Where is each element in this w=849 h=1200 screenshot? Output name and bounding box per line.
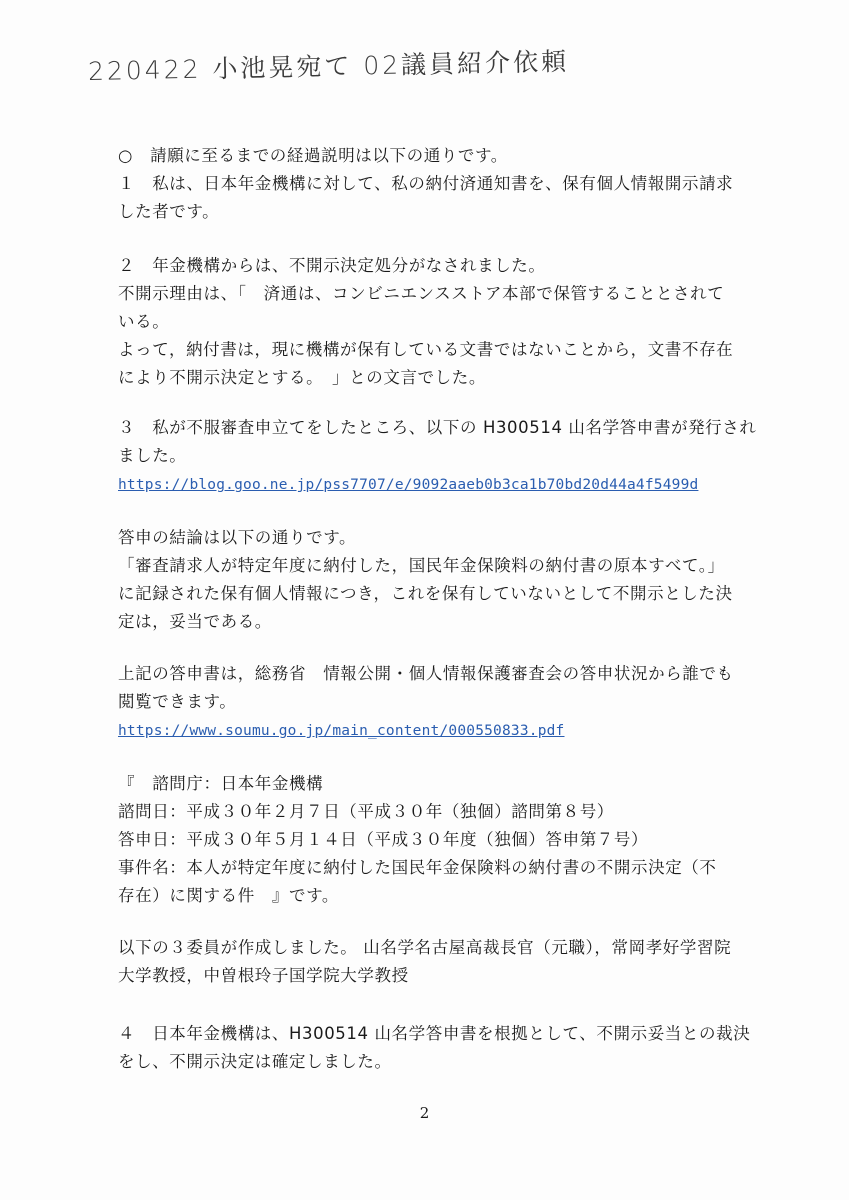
item3-line2: ました。: [118, 446, 187, 465]
committee-line2: 大学教授，中曽根玲子国学院大学教授: [118, 966, 409, 985]
conclusion-line2: に記録された保有個人情報につき，これを保有していないとして不開示とした決: [118, 584, 733, 603]
inquiry-date: 諮問日：平成３０年２月７日（平成３０年（独個）諮問第８号）: [118, 802, 614, 821]
page-number: 2: [419, 1104, 430, 1122]
item2-line2: 不開示理由は、「 済通は、コンビニエンスストア本部で保管することとされて: [118, 284, 725, 303]
intro-line: ○ 請願に至るまでの経過説明は以下の通りです。: [118, 146, 508, 165]
item1-line2: した者です。: [118, 202, 220, 221]
case-name-line2: 存在）に関する件 』です。: [118, 886, 339, 905]
conclusion-intro: 答申の結論は以下の通りです。: [118, 528, 357, 547]
case-name-line1: 事件名：本人が特定年度に納付した国民年金保険料の納付書の不開示決定（不: [118, 858, 717, 877]
item1-line1: １ 私は、日本年金機構に対して、私の納付済通知書を、保有個人情報開示請求: [118, 174, 734, 193]
item2-line3: いる。: [118, 312, 170, 331]
item3-line1: ３ 私が不服審査申立てをしたところ、以下の H300514 山名学答申書が発行され: [118, 418, 757, 437]
item2-line1: ２ 年金機構からは、不開示決定処分がなされました。: [118, 256, 546, 275]
public-line1: 上記の答申書は，総務省 情報公開・個人情報保護審査会の答申状況から誰でも: [118, 664, 734, 683]
conclusion-line1: 「審査請求人が特定年度に納付した，国民年金保険料の納付書の原本すべて。」: [118, 556, 725, 575]
inquiry-agency: 『 諮問庁：日本年金機構: [118, 774, 324, 793]
item4-line1: ４ 日本年金機構は、H300514 山名学答申書を根拠として、不開示妥当との裁決: [118, 1024, 751, 1043]
committee-line1: 以下の３委員が作成しました。 山名学名古屋高裁長官（元職），常岡孝好学習院: [118, 938, 732, 957]
item4-line2: をし、不開示決定は確定しました。: [118, 1052, 392, 1071]
conclusion-line3: 定は，妥当である。: [118, 612, 272, 631]
item2-line4: よって，納付書は，現に機構が保有している文書ではないことから，文書不存在: [118, 340, 734, 359]
handwritten-header: 220422 小池晃宛て 02議員紹介依頼: [87, 46, 570, 86]
public-line2: 閲覧できます。: [118, 692, 237, 711]
blog-link[interactable]: https://blog.goo.ne.jp/pss7707/e/9092aaeb0b3ca1b70bd20d44a4f5499d: [118, 477, 699, 493]
item2-line5: により不開示決定とする。 」との文言でした。: [118, 368, 486, 387]
soumu-pdf-link[interactable]: https://www.soumu.go.jp/main_content/000550833.pdf: [118, 723, 565, 739]
report-date: 答申日：平成３０年５月１４日（平成３０年度（独個）答申第７号）: [118, 830, 649, 849]
